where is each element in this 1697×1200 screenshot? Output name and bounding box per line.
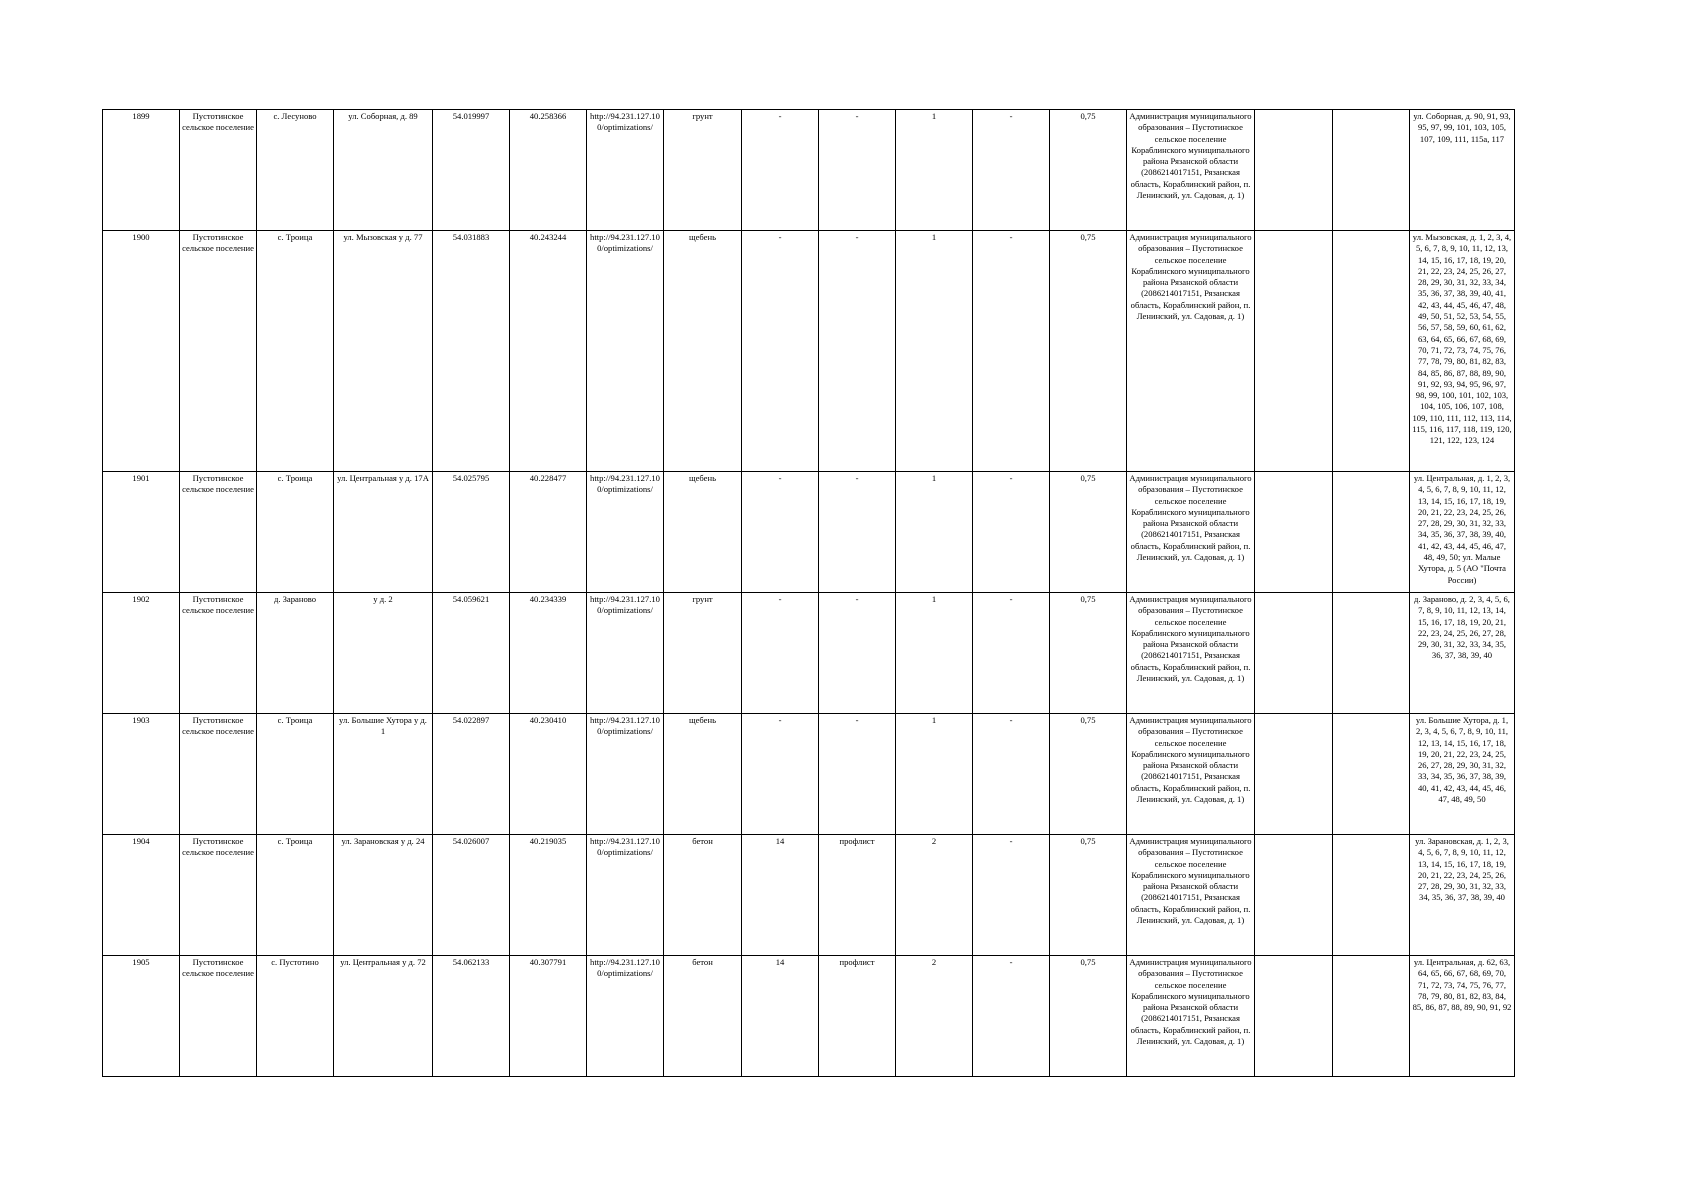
cell-number: 1900 bbox=[103, 231, 180, 472]
cell-volume-planned: - bbox=[973, 110, 1050, 231]
cell-url: http://94.231.127.100/optimizations/ bbox=[587, 835, 664, 956]
cell-fence: - bbox=[819, 593, 896, 714]
cell-longitude: 40.228477 bbox=[510, 472, 587, 593]
cell-longitude: 40.243244 bbox=[510, 231, 587, 472]
cell-extra bbox=[1255, 714, 1333, 835]
cell-extra bbox=[1333, 714, 1410, 835]
cell-owner: Администрация муниципального образования – Пустотинское сельское поселение Кораблинского муниципального района Рязанской области (2086214017151, Рязанская область, Кораблинский район, п. Ленинский, ул. Садовая, д. 1) bbox=[1127, 714, 1255, 835]
cell-longitude: 40.219035 bbox=[510, 835, 587, 956]
cell-area: - bbox=[742, 472, 819, 593]
cell-containers: 1 bbox=[896, 110, 973, 231]
cell-volume-planned: - bbox=[973, 835, 1050, 956]
cell-latitude: 54.031883 bbox=[433, 231, 510, 472]
cell-surface: бетон bbox=[664, 835, 742, 956]
cell-address: у д. 2 bbox=[334, 593, 433, 714]
cell-village: с. Пустотино bbox=[257, 956, 334, 1077]
cell-url: http://94.231.127.100/optimizations/ bbox=[587, 472, 664, 593]
cell-village: с. Троица bbox=[257, 714, 334, 835]
cell-surface: грунт bbox=[664, 110, 742, 231]
registry-table bbox=[102, 109, 1515, 1077]
cell-settlement: Пустотинское сельское поселение bbox=[180, 231, 257, 472]
cell-containers: 2 bbox=[896, 835, 973, 956]
cell-volume: 0,75 bbox=[1050, 593, 1127, 714]
cell-volume: 0,75 bbox=[1050, 835, 1127, 956]
cell-settlement: Пустотинское сельское поселение bbox=[180, 110, 257, 231]
cell-fence: - bbox=[819, 714, 896, 835]
cell-longitude: 40.258366 bbox=[510, 110, 587, 231]
cell-extra bbox=[1333, 835, 1410, 956]
cell-longitude: 40.234339 bbox=[510, 593, 587, 714]
cell-latitude: 54.026007 bbox=[433, 835, 510, 956]
cell-extra bbox=[1255, 472, 1333, 593]
cell-extra bbox=[1333, 472, 1410, 593]
cell-owner: Администрация муниципального образования – Пустотинское сельское поселение Кораблинского муниципального района Рязанской области (2086214017151, Рязанская область, Кораблинский район, п. Ленинский, ул. Садовая, д. 1) bbox=[1127, 472, 1255, 593]
cell-fence: - bbox=[819, 472, 896, 593]
cell-containers: 1 bbox=[896, 231, 973, 472]
cell-number: 1904 bbox=[103, 835, 180, 956]
cell-owner: Администрация муниципального образования – Пустотинское сельское поселение Кораблинского муниципального района Рязанской области (2086214017151, Рязанская область, Кораблинский район, п. Ленинский, ул. Садовая, д. 1) bbox=[1127, 593, 1255, 714]
cell-containers: 1 bbox=[896, 593, 973, 714]
cell-address: ул. Зарановская у д. 24 bbox=[334, 835, 433, 956]
table-row bbox=[103, 835, 1515, 956]
cell-latitude: 54.062133 bbox=[433, 956, 510, 1077]
cell-volume-planned: - bbox=[973, 956, 1050, 1077]
cell-volume: 0,75 bbox=[1050, 472, 1127, 593]
table-row bbox=[103, 472, 1515, 593]
cell-latitude: 54.022897 bbox=[433, 714, 510, 835]
cell-containers: 1 bbox=[896, 714, 973, 835]
cell-fence: профлист bbox=[819, 835, 896, 956]
cell-area: 14 bbox=[742, 835, 819, 956]
cell-extra bbox=[1333, 956, 1410, 1077]
table-row bbox=[103, 231, 1515, 472]
cell-volume: 0,75 bbox=[1050, 714, 1127, 835]
cell-longitude: 40.307791 bbox=[510, 956, 587, 1077]
cell-settlement: Пустотинское сельское поселение bbox=[180, 714, 257, 835]
cell-address: ул. Мызовская у д. 77 bbox=[334, 231, 433, 472]
cell-url: http://94.231.127.100/optimizations/ bbox=[587, 593, 664, 714]
cell-sources: ул. Центральная, д. 62, 63, 64, 65, 66, 67, 68, 69, 70, 71, 72, 73, 74, 75, 76, 77, 78, 79, 80, 81, 82, 83, 84, 85, 86, 87, 88, 89, 90, 91, 92 bbox=[1410, 956, 1515, 1077]
cell-url: http://94.231.127.100/optimizations/ bbox=[587, 956, 664, 1077]
table-row bbox=[103, 956, 1515, 1077]
cell-sources: ул. Большие Хутора, д. 1, 2, 3, 4, 5, 6, 7, 8, 9, 10, 11, 12, 13, 14, 15, 16, 17, 18, 19, 20, 21, 22, 23, 24, 25, 26, 27, 28, 29, 30, 31, 32, 33, 34, 35, 36, 37, 38, 39, 40, 41, 42, 43, 44, 45, 46, 47, 48, 49, 50 bbox=[1410, 714, 1515, 835]
cell-url: http://94.231.127.100/optimizations/ bbox=[587, 231, 664, 472]
cell-village: с. Троица bbox=[257, 835, 334, 956]
cell-longitude: 40.230410 bbox=[510, 714, 587, 835]
cell-sources: ул. Центральная, д. 1, 2, 3, 4, 5, 6, 7, 8, 9, 10, 11, 12, 13, 14, 15, 16, 17, 18, 19, 20, 21, 22, 23, 24, 25, 26, 27, 28, 29, 30, 31, 32, 33, 34, 35, 36, 37, 38, 39, 40, 41, 42, 43, 44, 45, 46, 47, 48, 49, 50; ул. Малые Хутора, д. 5 (АО "Почта России) bbox=[1410, 472, 1515, 593]
cell-containers: 2 bbox=[896, 956, 973, 1077]
cell-settlement: Пустотинское сельское поселение bbox=[180, 593, 257, 714]
cell-settlement: Пустотинское сельское поселение bbox=[180, 956, 257, 1077]
cell-volume-planned: - bbox=[973, 472, 1050, 593]
cell-containers: 1 bbox=[896, 472, 973, 593]
cell-owner: Администрация муниципального образования – Пустотинское сельское поселение Кораблинского муниципального района Рязанской области (2086214017151, Рязанская область, Кораблинский район, п. Ленинский, ул. Садовая, д. 1) bbox=[1127, 956, 1255, 1077]
cell-sources: ул. Мызовская, д. 1, 2, 3, 4, 5, 6, 7, 8, 9, 10, 11, 12, 13, 14, 15, 16, 17, 18, 19, 20, 21, 22, 23, 24, 25, 26, 27, 28, 29, 30, 31, 32, 33, 34, 35, 36, 37, 38, 39, 40, 41, 42, 43, 44, 45, 46, 47, 48, 49, 50, 51, 52, 53, 54, 55, 56, 57, 58, 59, 60, 61, 62, 63, 64, 65, 66, 67, 68, 69, 70, 71, 72, 73, 74, 75, 76, 77, 78, 79, 80, 81, 82, 83, 84, 85, 86, 87, 88, 89, 90, 91, 92, 93, 94, 95, 96, 97, 98, 99, 100, 101, 102, 103, 104, 105, 106, 107, 108, 109, 110, 111, 112, 113, 114, 115, 116, 117, 118, 119, 120, 121, 122, 123, 124 bbox=[1410, 231, 1515, 472]
cell-extra bbox=[1333, 110, 1410, 231]
cell-extra bbox=[1255, 110, 1333, 231]
cell-address: ул. Центральная у д. 17А bbox=[334, 472, 433, 593]
cell-volume-planned: - bbox=[973, 714, 1050, 835]
cell-volume-planned: - bbox=[973, 593, 1050, 714]
cell-latitude: 54.025795 bbox=[433, 472, 510, 593]
cell-owner: Администрация муниципального образования – Пустотинское сельское поселение Кораблинского муниципального района Рязанской области (2086214017151, Рязанская область, Кораблинский район, п. Ленинский, ул. Садовая, д. 1) bbox=[1127, 835, 1255, 956]
cell-number: 1903 bbox=[103, 714, 180, 835]
cell-surface: бетон bbox=[664, 956, 742, 1077]
cell-settlement: Пустотинское сельское поселение bbox=[180, 835, 257, 956]
cell-volume: 0,75 bbox=[1050, 231, 1127, 472]
cell-latitude: 54.019997 bbox=[433, 110, 510, 231]
cell-village: с. Лесуново bbox=[257, 110, 334, 231]
cell-volume: 0,75 bbox=[1050, 110, 1127, 231]
cell-fence: профлист bbox=[819, 956, 896, 1077]
cell-sources: ул. Соборная, д. 90, 91, 93, 95, 97, 99, 101, 103, 105, 107, 109, 111, 115а, 117 bbox=[1410, 110, 1515, 231]
cell-village: с. Троица bbox=[257, 231, 334, 472]
cell-sources: ул. Зарановская, д. 1, 2, 3, 4, 5, 6, 7, 8, 9, 10, 11, 12, 13, 14, 15, 16, 17, 18, 19, 20, 21, 22, 23, 24, 25, 26, 27, 28, 29, 30, 31, 32, 33, 34, 35, 36, 37, 38, 39, 40 bbox=[1410, 835, 1515, 956]
cell-owner: Администрация муниципального образования – Пустотинское сельское поселение Кораблинского муниципального района Рязанской области (2086214017151, Рязанская область, Кораблинский район, п. Ленинский, ул. Садовая, д. 1) bbox=[1127, 231, 1255, 472]
cell-address: ул. Центральная у д. 72 bbox=[334, 956, 433, 1077]
cell-owner: Администрация муниципального образования – Пустотинское сельское поселение Кораблинского муниципального района Рязанской области (2086214017151, Рязанская область, Кораблинский район, п. Ленинский, ул. Садовая, д. 1) bbox=[1127, 110, 1255, 231]
cell-settlement: Пустотинское сельское поселение bbox=[180, 472, 257, 593]
cell-surface: щебень bbox=[664, 231, 742, 472]
cell-surface: щебень bbox=[664, 472, 742, 593]
cell-area: 14 bbox=[742, 956, 819, 1077]
cell-address: ул. Соборная, д. 89 bbox=[334, 110, 433, 231]
cell-number: 1899 bbox=[103, 110, 180, 231]
cell-url: http://94.231.127.100/optimizations/ bbox=[587, 110, 664, 231]
cell-extra bbox=[1255, 231, 1333, 472]
cell-area: - bbox=[742, 231, 819, 472]
cell-area: - bbox=[742, 110, 819, 231]
cell-number: 1902 bbox=[103, 593, 180, 714]
cell-extra bbox=[1333, 231, 1410, 472]
cell-area: - bbox=[742, 593, 819, 714]
cell-volume-planned: - bbox=[973, 231, 1050, 472]
cell-number: 1901 bbox=[103, 472, 180, 593]
table-row bbox=[103, 593, 1515, 714]
cell-surface: щебень bbox=[664, 714, 742, 835]
cell-area: - bbox=[742, 714, 819, 835]
cell-sources: д. Зараново, д. 2, 3, 4, 5, 6, 7, 8, 9, 10, 11, 12, 13, 14, 15, 16, 17, 18, 19, 20, 21, 22, 23, 24, 25, 26, 27, 28, 29, 30, 31, 32, 33, 34, 35, 36, 37, 38, 39, 40 bbox=[1410, 593, 1515, 714]
cell-extra bbox=[1255, 956, 1333, 1077]
cell-extra bbox=[1255, 593, 1333, 714]
cell-url: http://94.231.127.100/optimizations/ bbox=[587, 714, 664, 835]
cell-fence: - bbox=[819, 110, 896, 231]
table-row bbox=[103, 110, 1515, 231]
cell-village: д. Зараново bbox=[257, 593, 334, 714]
table-row bbox=[103, 714, 1515, 835]
cell-address: ул. Большие Хутора у д. 1 bbox=[334, 714, 433, 835]
cell-surface: грунт bbox=[664, 593, 742, 714]
cell-extra bbox=[1255, 835, 1333, 956]
cell-fence: - bbox=[819, 231, 896, 472]
cell-number: 1905 bbox=[103, 956, 180, 1077]
cell-volume: 0,75 bbox=[1050, 956, 1127, 1077]
cell-extra bbox=[1333, 593, 1410, 714]
cell-village: с. Троица bbox=[257, 472, 334, 593]
cell-latitude: 54.059621 bbox=[433, 593, 510, 714]
